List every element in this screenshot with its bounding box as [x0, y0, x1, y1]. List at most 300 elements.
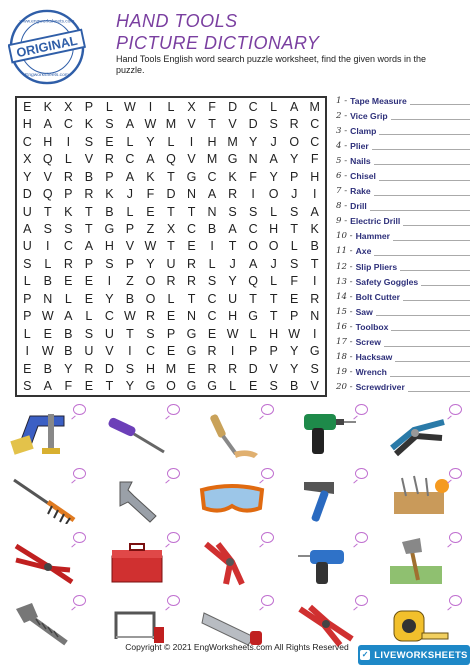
grid-letter: I	[148, 99, 153, 114]
grid-letter: K	[105, 187, 114, 202]
grid-letter: G	[186, 344, 197, 359]
grid-letter: S	[310, 361, 319, 376]
picture-cell	[96, 530, 190, 594]
grid-letter: V	[187, 117, 196, 132]
word-label: Nails	[350, 155, 371, 166]
grid-letter: I	[128, 344, 132, 359]
grid-letter: E	[23, 99, 32, 114]
electric-drill-icon	[290, 408, 362, 460]
grid-letter: C	[145, 344, 155, 359]
grid-letter: A	[125, 117, 135, 132]
grid-letter: A	[125, 169, 135, 184]
stamp-top-text: www.engworksheets.com	[19, 19, 75, 25]
word-label: Slip Pliers	[355, 261, 398, 272]
grid-letter: K	[64, 204, 73, 219]
answer-line	[400, 262, 470, 271]
grid-letter: M	[165, 117, 177, 132]
grid-letter: R	[63, 256, 73, 271]
grid-letter: Y	[290, 361, 299, 376]
answer-line	[393, 232, 470, 241]
word-list-item	[336, 319, 470, 334]
word-label: Tape Measure	[350, 95, 407, 106]
picture-cell	[284, 402, 378, 466]
grid-letter: E	[248, 379, 258, 394]
grid-letter: E	[187, 239, 196, 254]
grid-letter: F	[64, 379, 73, 394]
word-number: 14 -	[336, 291, 353, 302]
grid-letter: U	[22, 204, 32, 219]
word-number: 9 -	[336, 216, 348, 227]
grid-letter: B	[125, 291, 135, 306]
grid-letter: V	[310, 379, 319, 394]
grid-letter: Q	[248, 274, 258, 289]
answer-line	[379, 126, 470, 135]
grid-letter: R	[310, 291, 320, 306]
answer-line	[376, 307, 470, 316]
grid-letter: J	[270, 256, 277, 271]
grid-letter: B	[84, 169, 94, 184]
grid-letter: A	[64, 309, 73, 324]
grid-letter: K	[228, 169, 237, 184]
grid-letter: P	[23, 291, 32, 306]
grid-letter: A	[23, 222, 32, 237]
grid-letter: T	[269, 291, 278, 306]
grid-letter: G	[145, 379, 156, 394]
grid-letter: S	[207, 274, 217, 289]
grid-letter: R	[84, 187, 94, 202]
grid-letter: B	[207, 222, 217, 237]
grid-letter: Y	[23, 169, 32, 184]
word-number: 19 -	[336, 367, 353, 378]
drill-icon	[290, 536, 362, 588]
grid-letter: A	[228, 222, 237, 237]
grid-letter: O	[145, 274, 156, 289]
word-list	[336, 93, 470, 395]
grid-letter: B	[64, 344, 73, 359]
grid-letter: E	[166, 309, 176, 324]
grid-letter: T	[85, 222, 93, 237]
picture-cell	[284, 466, 378, 530]
answer-line	[391, 111, 470, 120]
picture-cell	[96, 466, 190, 530]
grid-letter: L	[167, 134, 175, 149]
word-list-item	[336, 365, 470, 380]
grid-letter: S	[146, 326, 155, 341]
grid-letter: E	[166, 344, 176, 359]
grid-letter: G	[309, 344, 320, 359]
grid-letter: Y	[269, 169, 278, 184]
grid-letter: C	[63, 239, 73, 254]
word-label: Wrench	[355, 367, 387, 378]
grid-letter: X	[187, 99, 196, 114]
grid-letter: S	[228, 204, 237, 219]
grid-letter: L	[85, 309, 93, 324]
grid-letter: P	[23, 309, 32, 324]
grid-letter: P	[84, 99, 94, 114]
stamp-bottom-text: Engworksheets.com	[25, 73, 69, 79]
grid-letter: I	[107, 274, 112, 289]
hammer-icon	[290, 472, 362, 524]
grid-letter: O	[248, 239, 258, 254]
grid-letter: Q	[42, 152, 53, 167]
grid-letter: R	[207, 344, 217, 359]
grid-letter: E	[23, 361, 32, 376]
page-title: HAND TOOLS	[116, 11, 238, 31]
word-label: Drill	[350, 201, 367, 212]
bolt-cutter-icon	[8, 536, 80, 588]
grid-letter: Y	[290, 344, 299, 359]
grid-letter: C	[310, 134, 320, 149]
grid-letter: Z	[126, 274, 134, 289]
grid-letter: T	[269, 309, 278, 324]
plier-icon	[196, 536, 268, 588]
grid-letter: P	[105, 169, 114, 184]
grid-letter: P	[290, 169, 299, 184]
grid-letter: N	[207, 204, 217, 219]
grid-letter: J	[229, 256, 236, 271]
grid-letter: E	[187, 361, 196, 376]
grid-letter: G	[248, 309, 258, 324]
grid-letter: P	[248, 344, 258, 359]
grid-letter: L	[126, 204, 134, 219]
picture-cell	[96, 402, 190, 466]
grid-letter: R	[145, 309, 155, 324]
grid-letter: X	[23, 152, 32, 167]
grid-letter: V	[187, 152, 196, 167]
word-label: Saw	[355, 306, 373, 317]
grid-letter: E	[105, 134, 114, 149]
grid-letter: C	[207, 291, 217, 306]
grid-letter: T	[187, 291, 196, 306]
screwdriver-icon	[102, 408, 174, 460]
grid-letter: J	[291, 187, 298, 202]
grid-letter: I	[46, 239, 50, 254]
grid-letter: D	[22, 187, 32, 202]
word-list-item	[336, 380, 470, 395]
grid-letter: R	[104, 152, 114, 167]
grid-letter: Y	[146, 134, 155, 149]
grid-letter: S	[84, 326, 94, 341]
word-number: 11 -	[336, 246, 353, 257]
grid-letter: T	[85, 204, 93, 219]
grid-letter: C	[125, 152, 135, 167]
grid-letter: T	[126, 326, 134, 341]
grid-letter: G	[227, 152, 238, 167]
grid-letter: B	[105, 204, 114, 219]
grid-letter: G	[207, 379, 217, 394]
picture-cell	[2, 530, 96, 594]
grid-letter: N	[248, 152, 258, 167]
word-label: Electric Drill	[350, 216, 401, 227]
word-list-item	[336, 304, 470, 319]
grid-letter: W	[124, 99, 136, 114]
grid-letter: I	[230, 344, 235, 359]
grid-letter: R	[84, 361, 94, 376]
grid-letter: Y	[228, 274, 237, 289]
grid-letter: C	[207, 169, 217, 184]
grid-letter: B	[64, 326, 73, 341]
grid-letter: L	[23, 326, 31, 341]
grid-letter: W	[288, 326, 301, 341]
grid-letter: L	[208, 256, 216, 271]
grid-letter: D	[166, 187, 176, 202]
grid-letter: H	[22, 117, 32, 132]
grid-letter: I	[312, 187, 317, 202]
word-number: 3 -	[336, 125, 348, 136]
wrench-icon	[102, 472, 174, 524]
grid-letter: V	[269, 361, 278, 376]
answer-line	[403, 292, 470, 301]
grid-letter: E	[207, 326, 217, 341]
word-number: 15 -	[336, 306, 353, 317]
word-number: 7 -	[336, 186, 348, 197]
grid-letter: B	[43, 361, 52, 376]
original-stamp-logo	[8, 8, 86, 86]
safety-goggles-icon	[196, 472, 268, 524]
answer-line	[391, 322, 470, 331]
word-label: Hacksaw	[355, 352, 393, 363]
grid-letter: N	[310, 309, 320, 324]
word-list-item	[336, 138, 470, 153]
grid-letter: C	[187, 222, 197, 237]
grid-letter: V	[43, 169, 52, 184]
word-list-item	[336, 93, 470, 108]
grid-letter: J	[270, 134, 277, 149]
grid-letter: C	[104, 309, 114, 324]
grid-letter: D	[248, 117, 258, 132]
grid-letter: Z	[146, 222, 155, 237]
grid-letter: T	[105, 379, 114, 394]
grid-letter: L	[290, 239, 298, 254]
answer-line	[374, 187, 470, 196]
word-number: 12 -	[336, 261, 353, 272]
word-list-item	[336, 335, 470, 350]
rake-icon	[8, 472, 80, 524]
grid-letter: H	[207, 134, 217, 149]
grid-letter: R	[228, 187, 238, 202]
grid-letter: L	[64, 152, 72, 167]
grid-letter: A	[84, 239, 94, 254]
grid-letter: J	[126, 187, 134, 202]
word-label: Rake	[350, 186, 371, 197]
grid-letter: A	[43, 379, 52, 394]
word-list-item	[336, 168, 470, 183]
word-label: Screwdriver	[355, 382, 405, 393]
grid-letter: T	[228, 239, 237, 254]
grid-letter: Y	[248, 134, 258, 149]
grid-letter: N	[187, 309, 197, 324]
word-label: Bolt Cutter	[355, 291, 400, 302]
grid-letter: A	[248, 256, 258, 271]
grid-letter: E	[146, 204, 155, 219]
grid-letter: S	[105, 117, 114, 132]
grid-letter: U	[228, 291, 238, 306]
grid-letter: A	[290, 99, 299, 114]
answer-line	[403, 217, 470, 226]
grid-letter: N	[187, 187, 197, 202]
word-label: Vice Grip	[350, 110, 388, 121]
grid-letter: V	[228, 117, 237, 132]
word-label: Screw	[355, 337, 381, 348]
grid-letter: N	[43, 291, 53, 306]
grid-letter: U	[84, 344, 94, 359]
grid-letter: M	[227, 134, 238, 149]
grid-letter: K	[43, 99, 52, 114]
grid-letter: G	[186, 169, 197, 184]
grid-letter: H	[310, 169, 320, 184]
word-number: 1 -	[336, 95, 348, 106]
answer-line	[374, 247, 470, 256]
grid-letter: G	[186, 326, 197, 341]
grid-letter: D	[104, 361, 114, 376]
word-list-item	[336, 199, 470, 214]
grid-letter: L	[167, 99, 175, 114]
answer-line	[372, 141, 470, 150]
copyright-text: Copyright © 2021 EngWorksheets.com All Rights Reserved	[125, 642, 349, 652]
grid-letter: M	[206, 152, 218, 167]
word-label: Clamp	[350, 125, 377, 136]
word-list-item	[336, 229, 470, 244]
grid-letter: S	[105, 256, 114, 271]
grid-letter: T	[43, 204, 52, 219]
grid-letter: I	[189, 134, 194, 149]
word-list-item	[336, 244, 470, 259]
grid-letter: H	[145, 361, 155, 376]
grid-letter: L	[105, 99, 113, 114]
grid-letter: E	[43, 326, 52, 341]
grid-letter: R	[166, 274, 176, 289]
word-number: 13 -	[336, 276, 353, 287]
word-number: 4 -	[336, 140, 348, 151]
grid-letter: L	[44, 256, 52, 271]
grid-letter: E	[84, 274, 94, 289]
grid-letter: F	[310, 152, 319, 167]
word-number: 17 -	[336, 337, 353, 348]
grid-letter: V	[125, 239, 135, 254]
word-number: 8 -	[336, 201, 348, 212]
word-list-item	[336, 184, 470, 199]
word-label: Safety Goggles	[355, 276, 419, 287]
badge-label: LIVEWORKSHEETS	[374, 649, 468, 661]
word-label: Chisel	[350, 171, 376, 182]
grid-letter: T	[249, 291, 257, 306]
picture-cell	[378, 466, 472, 530]
grid-letter: Y	[125, 379, 135, 394]
word-label: Plier	[350, 140, 369, 151]
grid-letter: P	[125, 222, 135, 237]
instructions: Hand Tools English word search puzzle worksheet, find the given words in the puzzle.	[116, 54, 427, 75]
answer-line	[370, 202, 470, 211]
grid-letter: U	[22, 239, 32, 254]
word-number: 16 -	[336, 321, 353, 332]
grid-letter: T	[310, 256, 319, 271]
grid-letter: R	[207, 361, 217, 376]
grid-letter: X	[64, 99, 73, 114]
grid-letter: S	[84, 134, 94, 149]
grid-letter: I	[210, 239, 214, 254]
nails-icon	[384, 472, 456, 524]
grid-letter: W	[144, 239, 157, 254]
word-number: 5 -	[336, 155, 348, 166]
grid-letter: T	[167, 204, 175, 219]
grid-letter: B	[290, 379, 299, 394]
grid-letter: T	[290, 222, 298, 237]
grid-letter: Y	[146, 256, 155, 271]
grid-letter: S	[125, 361, 135, 376]
grid-letter: R	[289, 117, 299, 132]
answer-line	[390, 368, 470, 377]
picture-cell	[2, 466, 96, 530]
grid-letter: X	[166, 222, 176, 237]
grid-letter: O	[145, 291, 156, 306]
word-search-grid	[15, 96, 327, 397]
grid-letter: S	[248, 204, 258, 219]
clamp-icon	[8, 408, 80, 460]
word-list-item	[336, 214, 470, 229]
word-number: 20 -	[336, 382, 353, 393]
picture-cell	[190, 466, 284, 530]
liveworksheets-badge[interactable]	[358, 645, 470, 665]
grid-letter: Y	[64, 361, 73, 376]
grid-letter: W	[226, 326, 239, 341]
word-list-item	[336, 274, 470, 289]
grid-letter: W	[144, 117, 157, 132]
grid-letter: O	[268, 239, 279, 254]
grid-letter: A	[207, 187, 217, 202]
grid-letter: L	[249, 326, 257, 341]
grid-letter: M	[309, 99, 320, 114]
grid-letter: K	[84, 117, 94, 132]
answer-line	[395, 353, 470, 362]
word-label: Hammer	[355, 231, 390, 242]
grid-letter: P	[84, 256, 94, 271]
grid-letter: S	[269, 117, 278, 132]
grid-letter: Q	[166, 152, 176, 167]
grid-letter: L	[270, 99, 278, 114]
grid-letter: F	[146, 187, 155, 202]
grid-letter: P	[64, 187, 73, 202]
word-list-item	[336, 108, 470, 123]
grid-letter: T	[187, 204, 196, 219]
grid-letter: W	[41, 309, 54, 324]
grid-letter: I	[251, 187, 255, 202]
slip-pliers-icon	[384, 408, 456, 460]
grid-letter: E	[84, 379, 94, 394]
grid-letter: U	[166, 256, 176, 271]
check-icon: ✓	[361, 650, 369, 659]
grid-letter: E	[84, 291, 94, 306]
grid-letter: E	[64, 274, 73, 289]
grid-letter: D	[228, 99, 238, 114]
page-subtitle: PICTURE DICTIONARY	[116, 33, 320, 53]
grid-letter: G	[186, 379, 197, 394]
chisel-icon	[196, 408, 268, 460]
grid-letter: B	[43, 274, 52, 289]
grid-letter: Y	[290, 152, 299, 167]
grid-letter: S	[269, 379, 278, 394]
grid-letter: H	[269, 222, 279, 237]
grid-letter: C	[248, 99, 258, 114]
grid-letter: M	[165, 361, 177, 376]
stamp-main-text: ORIGINAL	[15, 33, 79, 61]
picture-cell	[190, 530, 284, 594]
grid-letter: L	[64, 291, 72, 306]
grid-letter: H	[43, 134, 53, 149]
grid-letter: S	[290, 256, 299, 271]
grid-letter: L	[270, 274, 278, 289]
grid-letter: H	[228, 309, 238, 324]
axe-icon	[384, 536, 456, 588]
